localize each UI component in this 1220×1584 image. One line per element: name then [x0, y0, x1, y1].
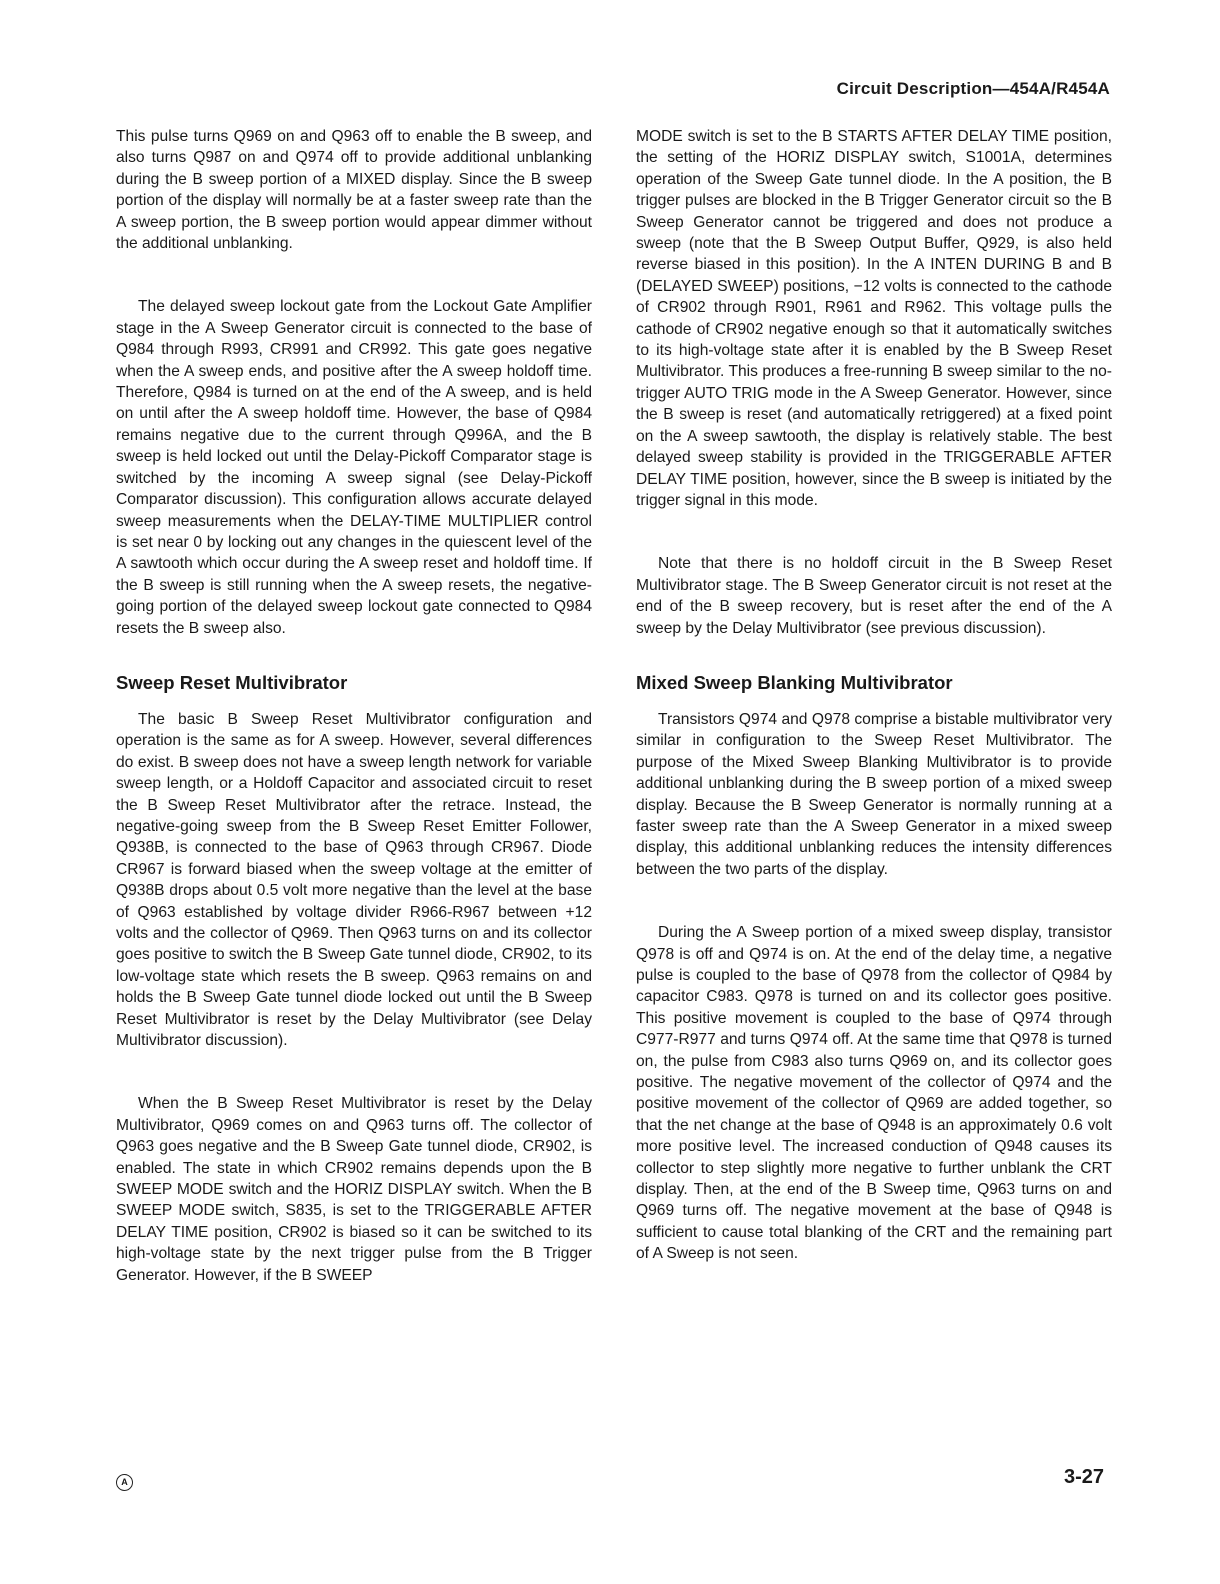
left-paragraph-3: The basic B Sweep Reset Multivibrator configuration and operation is the same as for A sweep. However, several differences do exist. B sweep does not have a sweep length network for variable sweep length, or a Holdoff Capacitor and associated circuit to reset the B Sweep Reset Multivibrator after the retrace. Instead, the negative-going sweep from the B Sweep Reset Emitter Follower, Q938B, is connected to the base of Q963 through CR967. Diode CR967 is forward biased when the sweep voltage at the emitter of Q938B drops about 0.5 volt more negative than the level at the base of Q963 established by voltage divider R966-R967 between +12 volts and the collector of Q969. Then Q963 turns on and its collector goes positive to switch the B Sweep Gate tunnel diode, CR902, to its low-voltage state which resets the B sweep. Q963 remains on and holds the B Sweep Gate tunnel diode locked out until the B Sweep Reset Multivibrator is reset by the Delay Multivibrator (see Delay Multivibrator discussion). — [116, 710, 592, 1050]
running-header-title: Circuit Description—454A/R454A — [836, 79, 1110, 98]
right-column — [636, 126, 1112, 1265]
right-paragraph-3: Transistors Q974 and Q978 comprise a bistable multivibrator very similar in configuration to the Sweep Reset Multivibrator. The purpose of the Mixed Sweep Blanking Multivibrator is to provide additional unblanking during the B sweep portion of a mixed sweep display. Because the B Sweep Generator is normally running at a faster sweep rate than the A Sweep Generator in a mixed sweep display, this additional unblanking reduces the intensity differences between the two parts of the display. — [636, 710, 1112, 878]
right-paragraph-4: During the A Sweep portion of a mixed sweep display, transistor Q978 is off and Q974 is on. At the end of the delay time, a negative pulse is coupled to the base of Q978 from the collector of Q984 by capacitor C983. Q978 is turned on and its collector goes positive. This positive movement is coupled to the base of Q974 through C977-R977 and turns Q974 off. At the same time that Q978 is turned on, the pulse from C983 also turns Q969 on, and its collector goes positive. The negative movement of the collector of Q974 and the positive movement of the collector of Q969 are added together, so that the net change at the base of Q948 is an approximately 0.6 volt more positive level. The increased conduction of Q948 causes its collector to step slightly more negative to further unblank the CRT display. Then, at the end of the B Sweep time, Q963 turns on and Q969 turns off. The negative movement at the base of Q948 is sufficient to cause total blanking of the CRT and the remaining part of A Sweep is not seen. — [636, 924, 1112, 1263]
left-paragraph-1: This pulse turns Q969 on and Q963 off to enable the B sweep, and also turns Q987 on and Q974 off to provide additional unblanking during the B sweep portion of a MIXED display. Since the B sweep portion of the display will normally be at a faster sweep rate than the A sweep portion, the B sweep portion would appear dimmer without the additional unblanking. — [116, 128, 592, 253]
revision-mark-icon: A — [116, 1474, 133, 1491]
right-paragraph-1: MODE switch is set to the B STARTS AFTER DELAY TIME position, the setting of the HORIZ DISPLAY switch, S1001A, determines operation of the Sweep Gate tunnel diode. In the A position, the B trigger pulses are blocked in the B Trigger Generator circuit so the B Sweep Generator cannot be triggered and does not produce a sweep (note that the B Sweep Output Buffer, Q929, is also held reverse biased in this position). In the A INTEN DURING B and B (DELAYED SWEEP) positions, −12 volts is connected to the cathode of CR902 through R901, R961 and R962. This voltage pulls the cathode of CR902 negative enough so that it automatically switches to its high-voltage state after it is enabled by the B Sweep Reset Multivibrator. This produces a free-running B sweep similar to the no-trigger AUTO TRIG mode in the A Sweep Generator. However, since the B sweep is reset (and automatically retriggered) at a fixed point on the A sweep sawtooth, the display is relatively stable. The best delayed sweep stability is provided in the TRIGGERABLE AFTER DELAY TIME position, however, since the B sweep is initiated by the trigger signal in this mode. — [636, 128, 1112, 509]
left-paragraph-2: The delayed sweep lockout gate from the Lockout Gate Amplifier stage in the A Sweep Generator circuit is connected to the base of Q984 through R993, CR991 and CR992. This gate goes negative when the A sweep ends, and positive after the A sweep holdoff time. Therefore, Q984 is turned on at the end of the A sweep, and is held on until after the A sweep holdoff time. However, the base of Q984 remains negative due to the current through Q996A, and the B sweep is held locked out until the Delay-Pickoff Comparator stage is switched by the incoming A sweep signal (see Delay-Pickoff Comparator discussion). This configuration allows accurate delayed sweep measurements when the DELAY-TIME MULTIPLIER control is set near 0 by locking out any changes in the quiescent level of the A sawtooth which occur during the A sweep reset and holdoff time. If the B sweep is still running when the A sweep resets, the negative-going portion of the delayed sweep lockout gate connected to Q984 resets the B sweep also. — [116, 298, 592, 637]
right-paragraph-2: Note that there is no holdoff circuit in the B Sweep Reset Multivibrator stage. The B Sweep Generator circuit is not reset at the end of the B sweep recovery, but is reset after the end of the A sweep by the Delay Multivibrator (see previous discussion). — [636, 555, 1112, 637]
left-paragraph-4: When the B Sweep Reset Multivibrator is reset by the Delay Multivibrator, Q969 comes on and Q963 turns off. The collector of Q963 goes negative and the B Sweep Gate tunnel diode, CR902, is enabled. The state in which CR902 remains depends upon the B SWEEP MODE switch and the HORIZ DISPLAY switch. When the B SWEEP MODE switch, S835, is set to the TRIGGERABLE AFTER DELAY TIME position, CR902 is biased so it can be switched to its high-voltage state by the next trigger pulse from the B Trigger Generator. However, if the B SWEEP — [116, 1095, 592, 1284]
left-column — [116, 126, 592, 1286]
page-number: 3-27 — [1063, 1466, 1104, 1488]
section-heading-mixed-sweep-blanking: Mixed Sweep Blanking Multivibrator — [636, 671, 953, 693]
section-heading-sweep-reset: Sweep Reset Multivibrator — [116, 671, 348, 693]
